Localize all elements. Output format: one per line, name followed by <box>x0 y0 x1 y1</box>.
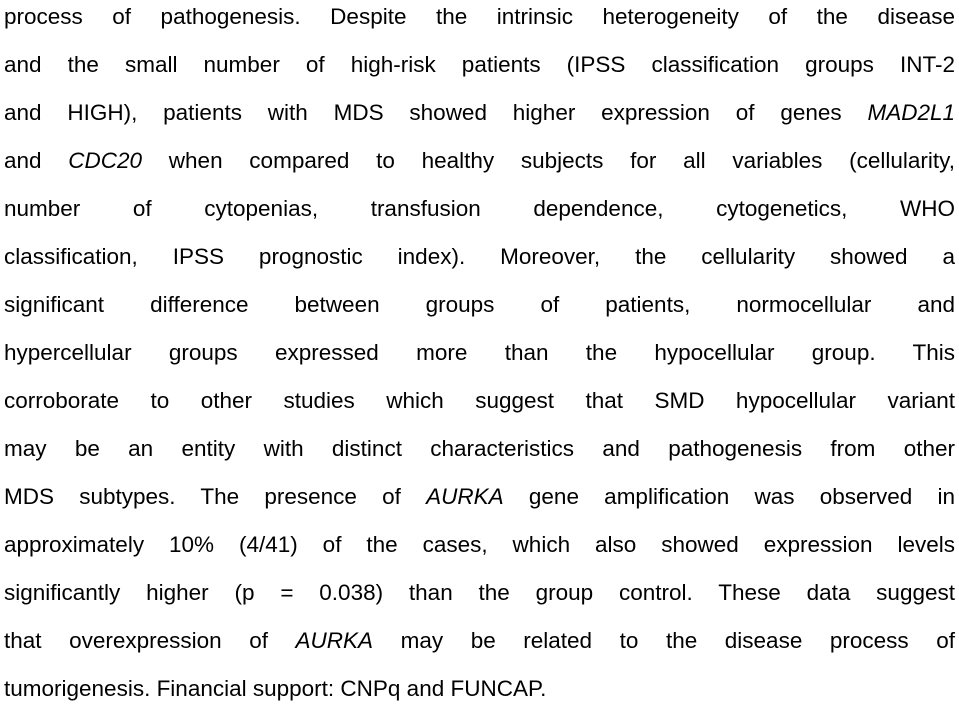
text-line <box>4 578 955 612</box>
text-line <box>4 290 955 324</box>
gene-name: MAD2L1 <box>867 100 955 125</box>
text-line <box>4 146 955 180</box>
text-line <box>4 338 955 372</box>
text-segment: corroborate to other studies which suggest that SMD hypocellular variant <box>4 388 955 413</box>
text-line <box>4 194 955 228</box>
text-segment: may be related to the disease process of <box>373 628 955 653</box>
text-line <box>4 98 955 132</box>
gene-name: CDC20 <box>68 148 143 173</box>
text-line <box>4 434 955 468</box>
text-segment: significant difference between groups of patients, normocellular and <box>4 292 955 317</box>
text-segment: hypercellular groups expressed more than the hypocellular group. This <box>4 340 955 365</box>
text-line <box>4 530 955 564</box>
text-segment: approximately 10% (4/41) of the cases, which also showed expression levels <box>4 532 955 557</box>
text-line <box>4 242 955 276</box>
text-segment: and <box>4 148 69 173</box>
text-segment: number of cytopenias, transfusion dependence, cytogenetics, WHO <box>4 196 955 221</box>
gene-name: AURKA <box>295 628 374 653</box>
text-line <box>4 2 955 36</box>
text-segment: MDS subtypes. The presence of <box>4 484 427 509</box>
text-line <box>4 50 955 84</box>
text-line <box>4 482 955 516</box>
gene-name: AURKA <box>426 484 504 509</box>
text-segment: tumorigenesis. Financial support: CNPq and FUNCAP. <box>4 676 547 701</box>
text-segment: that overexpression of <box>4 628 296 653</box>
text-segment: and HIGH), patients with MDS showed higher expression of genes <box>4 100 868 125</box>
text-line <box>4 674 955 708</box>
text-segment: gene amplification was observed in <box>503 484 956 509</box>
text-segment: and the small number of high-risk patients (IPSS classification groups INT-2 <box>4 52 955 77</box>
text-line <box>4 626 955 660</box>
text-segment: may be an entity with distinct characteristics and pathogenesis from other <box>4 436 955 461</box>
text-line <box>4 386 955 420</box>
text-segment: classification, IPSS prognostic index). Moreover, the cellularity showed a <box>4 244 955 269</box>
text-segment: significantly higher (p = 0.038) than the group control. These data suggest <box>4 580 955 605</box>
text-segment: when compared to healthy subjects for all variables (cellularity, <box>142 148 955 173</box>
text-segment: process of pathogenesis. Despite the intrinsic heterogeneity of the disease <box>4 4 955 29</box>
